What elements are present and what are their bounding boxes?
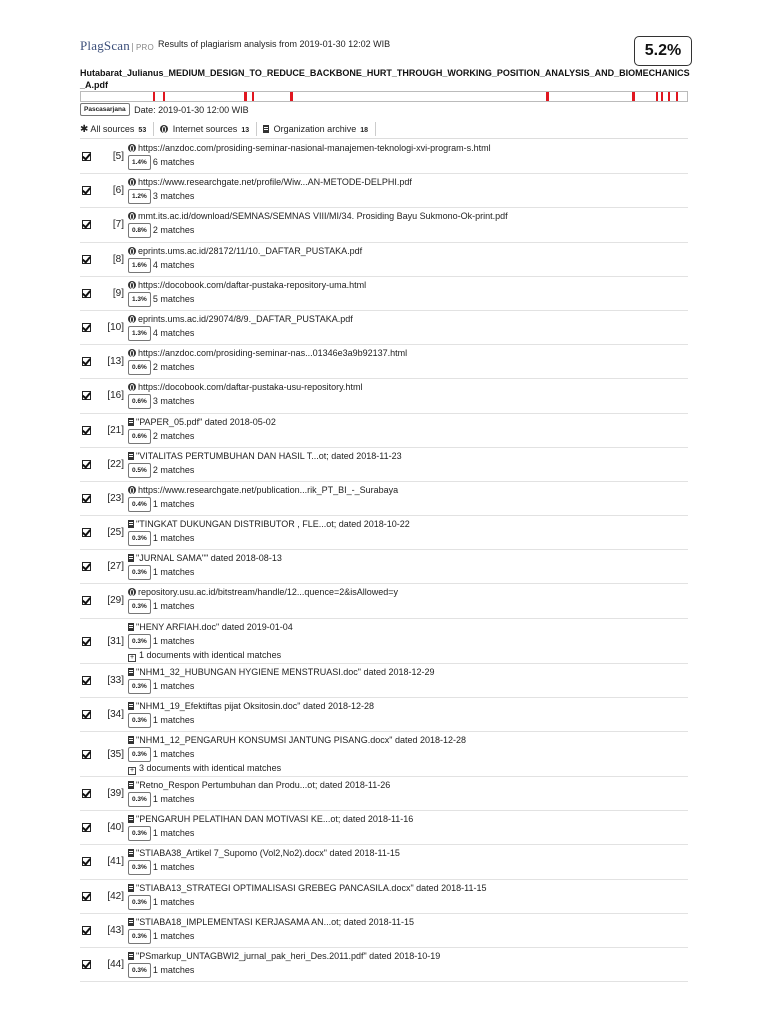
match-count: 1 matches bbox=[152, 794, 195, 804]
source-checkbox[interactable] bbox=[82, 676, 91, 685]
source-checkbox[interactable] bbox=[82, 255, 91, 264]
source-row bbox=[80, 698, 688, 732]
match-percent-badge: 0.4% bbox=[128, 497, 151, 512]
source-number: [27] bbox=[107, 561, 124, 573]
source-row bbox=[80, 277, 688, 311]
document-date: Date: 2019-01-30 12:00 WIB bbox=[134, 104, 249, 115]
match-marker[interactable] bbox=[244, 92, 247, 101]
match-percent-badge: 0.3% bbox=[128, 929, 151, 944]
source-filter-tabs bbox=[80, 122, 380, 136]
source-title[interactable]: "TINGKAT DUKUNGAN DISTRIBUTOR , FLE...ot; dated 2018-10-22 bbox=[136, 519, 410, 530]
source-title[interactable]: https://anzdoc.com/prosiding-seminar-nas...01346e3a9b92137.html bbox=[138, 348, 408, 359]
match-count: 1 matches bbox=[152, 498, 195, 509]
source-info bbox=[128, 485, 398, 512]
source-title[interactable]: "PAPER_05.pdf" dated 2018-05-02 bbox=[136, 416, 276, 427]
source-info bbox=[128, 246, 362, 273]
source-info bbox=[128, 780, 390, 807]
source-checkbox[interactable] bbox=[82, 323, 91, 332]
match-percent-badge: 0.3% bbox=[128, 599, 151, 614]
source-row bbox=[80, 414, 688, 448]
source-row bbox=[80, 811, 688, 845]
source-checkbox[interactable] bbox=[82, 220, 91, 229]
match-count: 4 matches bbox=[152, 259, 195, 270]
source-number: [16] bbox=[107, 390, 124, 402]
match-percent-badge: 0.3% bbox=[128, 826, 151, 841]
source-number: [31] bbox=[107, 635, 124, 647]
source-list bbox=[80, 140, 688, 982]
asterisk-icon: ✱ bbox=[80, 123, 89, 135]
match-marker[interactable] bbox=[661, 92, 663, 101]
globe-icon bbox=[128, 315, 136, 323]
source-number: [10] bbox=[107, 321, 124, 333]
source-checkbox[interactable] bbox=[82, 391, 91, 400]
source-row bbox=[80, 174, 688, 208]
folder-tag[interactable]: Pascasarjana bbox=[80, 103, 130, 116]
source-number: [13] bbox=[107, 356, 124, 368]
source-title[interactable]: eprints.ums.ac.id/28172/11/10._DAFTAR_PUSTAKA.pdf bbox=[138, 245, 363, 256]
document-icon bbox=[128, 668, 134, 676]
match-percent-badge: 1.4% bbox=[128, 155, 151, 170]
source-number: [6] bbox=[112, 185, 124, 197]
tab-internet-sources[interactable]: Internet sources 13 bbox=[160, 124, 249, 134]
source-checkbox[interactable] bbox=[82, 426, 91, 435]
match-count: 6 matches bbox=[152, 157, 195, 167]
report-title: Results of plagiarism analysis from 2019-01-30 12:02 WIB bbox=[158, 39, 391, 49]
source-row bbox=[80, 845, 688, 879]
match-count: 2 matches bbox=[152, 430, 195, 441]
source-row bbox=[80, 482, 688, 516]
document-icon bbox=[128, 702, 134, 710]
document-icon bbox=[128, 418, 134, 426]
document-filename: Hutabarat_Julianus_MEDIUM_DESIGN_TO_REDUCE_BACKBONE_HURT_THROUGH_WORKING_POSITION_ANALYSIS_AND_BIOMECHANICS_A.pdf bbox=[80, 68, 690, 90]
match-percent-badge: 0.3% bbox=[128, 713, 151, 728]
source-checkbox[interactable] bbox=[82, 892, 91, 901]
match-percent-badge: 1.6% bbox=[128, 258, 151, 273]
source-number: [23] bbox=[107, 492, 124, 504]
source-title[interactable]: mmt.its.ac.id/download/SEMNAS/SEMNAS VIII/MI/34. Prosiding Bayu Sukmono-Ok-print.pdf bbox=[138, 211, 508, 222]
document-icon bbox=[128, 849, 134, 857]
identical-docs[interactable]: + 1 documents with identical matches bbox=[129, 649, 282, 661]
document-icon bbox=[128, 736, 134, 744]
source-row bbox=[80, 948, 688, 982]
source-title[interactable]: "PSmarkup_UNTAGBWI2_jurnal_pak_heri_Des.2011.pdf" dated 2018-10-19 bbox=[136, 950, 441, 961]
source-number: [21] bbox=[107, 424, 124, 436]
tab-divider bbox=[153, 122, 154, 136]
plagscan-logo: PlagScan PRO bbox=[80, 38, 154, 53]
source-row bbox=[80, 777, 688, 811]
source-number: [41] bbox=[107, 856, 124, 868]
source-checkbox[interactable] bbox=[82, 596, 91, 605]
source-info bbox=[128, 587, 398, 614]
source-row bbox=[80, 914, 688, 948]
source-number: [25] bbox=[107, 527, 124, 539]
source-number: [44] bbox=[107, 958, 124, 970]
match-percent-badge: 0.3% bbox=[128, 860, 151, 875]
match-percent-badge: 0.3% bbox=[128, 679, 151, 694]
globe-icon bbox=[128, 144, 136, 152]
source-row bbox=[80, 448, 688, 482]
source-row bbox=[80, 664, 688, 698]
globe-icon bbox=[128, 588, 136, 596]
source-info bbox=[128, 667, 435, 694]
source-title[interactable]: "STIABA38_Artikel 7_Supomo (Vol2,No2).docx" dated 2018-11-15 bbox=[136, 848, 400, 859]
match-marker[interactable] bbox=[153, 92, 155, 101]
match-percent-badge: 0.3% bbox=[128, 963, 151, 978]
tab-divider bbox=[256, 122, 257, 136]
match-percent-badge: 0.3% bbox=[128, 747, 151, 762]
source-title[interactable]: https://anzdoc.com/prosiding-seminar-nasional-manajemen-teknologi-xvi-program-s.html bbox=[138, 143, 491, 153]
source-number: [35] bbox=[107, 749, 124, 760]
match-count: 1 matches bbox=[152, 714, 195, 725]
source-info bbox=[128, 917, 414, 944]
source-checkbox[interactable] bbox=[82, 789, 91, 798]
source-number: [5] bbox=[112, 151, 124, 162]
source-row bbox=[80, 140, 688, 174]
source-row bbox=[80, 345, 688, 379]
source-row bbox=[80, 379, 688, 413]
source-title[interactable]: "JURNAL SAMA"" dated 2018-08-13 bbox=[136, 553, 282, 564]
source-number: [43] bbox=[107, 924, 124, 936]
source-checkbox[interactable] bbox=[82, 823, 91, 832]
document-icon bbox=[128, 520, 134, 528]
source-title[interactable]: https://www.researchgate.net/profile/Wiw...AN-METODE-DELPHI.pdf bbox=[138, 177, 412, 188]
match-count: 3 matches bbox=[152, 396, 195, 407]
source-number: [33] bbox=[107, 674, 124, 686]
source-title[interactable]: https://docobook.com/daftar-pustaka-usu-repository.html bbox=[138, 382, 363, 393]
tab-all-sources[interactable]: ✱ All sources 53 bbox=[80, 123, 147, 135]
match-percent-badge: 0.3% bbox=[128, 565, 151, 580]
document-icon bbox=[128, 952, 134, 960]
source-info bbox=[128, 814, 413, 841]
source-info bbox=[128, 382, 362, 409]
match-percent-badge: 1.2% bbox=[128, 189, 151, 204]
match-marker[interactable] bbox=[668, 92, 670, 101]
match-percent-badge: 0.3% bbox=[128, 792, 151, 807]
match-marker[interactable] bbox=[676, 92, 678, 101]
source-title[interactable]: "PENGARUH PELATIHAN DAN MOTIVASI KE...ot; dated 2018-11-16 bbox=[136, 814, 414, 825]
source-info bbox=[128, 951, 440, 978]
document-icon bbox=[128, 452, 134, 460]
match-percent-badge: 1.3% bbox=[128, 326, 151, 341]
match-percent-badge: 0.8% bbox=[128, 223, 151, 238]
match-count: 3 matches bbox=[152, 191, 195, 202]
report-header bbox=[80, 36, 692, 66]
source-info bbox=[128, 314, 353, 341]
source-row bbox=[80, 550, 688, 584]
globe-icon bbox=[128, 178, 136, 186]
source-number: [22] bbox=[107, 458, 124, 470]
source-checkbox[interactable] bbox=[82, 926, 91, 935]
source-number: [7] bbox=[112, 219, 124, 231]
source-title[interactable]: https://docobook.com/daftar-pustaka-repository-uma.html bbox=[138, 279, 367, 290]
source-number: [9] bbox=[112, 287, 124, 299]
match-marker[interactable] bbox=[252, 92, 254, 101]
source-title[interactable]: repository.usu.ac.id/bitstream/handle/12...quence=2&isAllowed=y bbox=[138, 587, 398, 598]
source-info bbox=[128, 280, 366, 307]
source-row bbox=[80, 880, 688, 914]
source-info bbox=[128, 143, 491, 170]
document-meta bbox=[80, 103, 249, 117]
match-percent-badge: 1.3% bbox=[128, 292, 151, 307]
tab-organization-archive[interactable]: Organization archive 18 bbox=[263, 124, 368, 134]
match-percent-badge: 0.6% bbox=[128, 394, 151, 409]
match-marker[interactable] bbox=[656, 92, 658, 101]
source-number: [8] bbox=[112, 253, 124, 265]
source-checkbox[interactable] bbox=[82, 289, 91, 298]
globe-icon bbox=[128, 212, 136, 220]
source-row bbox=[80, 243, 688, 277]
tab-divider bbox=[375, 122, 376, 136]
source-title[interactable]: "Retno_Respon Pertumbuhan dan Produ...ot; dated 2018-11-26 bbox=[136, 780, 391, 790]
source-title[interactable]: "VITALITAS PERTUMBUHAN DAN HASIL T...ot; dated 2018-11-23 bbox=[136, 450, 402, 461]
identical-docs[interactable]: + 3 documents with identical matches bbox=[129, 763, 282, 774]
source-info bbox=[128, 177, 412, 204]
match-count: 5 matches bbox=[152, 293, 195, 304]
match-count: 1 matches bbox=[152, 930, 195, 941]
match-percent-badge: 0.6% bbox=[128, 429, 151, 444]
document-icon bbox=[128, 554, 134, 562]
source-info bbox=[128, 622, 293, 662]
source-info bbox=[128, 701, 374, 728]
match-count: 1 matches bbox=[152, 601, 195, 612]
source-checkbox[interactable] bbox=[82, 460, 91, 469]
match-count: 4 matches bbox=[152, 327, 195, 338]
source-info bbox=[128, 451, 402, 478]
source-row bbox=[80, 311, 688, 345]
match-percent-badge: 0.3% bbox=[128, 634, 151, 649]
match-percent-badge: 0.3% bbox=[128, 531, 151, 546]
source-info bbox=[128, 519, 410, 546]
source-title[interactable]: "STIABA13_STRATEGI OPTIMALISASI GREBEG PANCASILA.docx" dated 2018-11-15 bbox=[136, 882, 487, 893]
source-info bbox=[128, 848, 400, 875]
expand-icon[interactable]: + bbox=[129, 653, 135, 661]
document-icon bbox=[128, 884, 134, 892]
source-row bbox=[80, 516, 688, 550]
document-icon bbox=[128, 623, 134, 631]
source-title[interactable]: "NHM1_32_HUBUNGAN HYGIENE MENSTRUASI.doc" dated 2018-12-29 bbox=[136, 666, 435, 677]
match-marker[interactable] bbox=[290, 92, 293, 101]
globe-icon bbox=[160, 125, 168, 133]
globe-icon bbox=[128, 486, 136, 494]
source-row bbox=[80, 208, 688, 242]
match-distribution-bar[interactable] bbox=[80, 91, 688, 102]
match-percent-badge: 0.3% bbox=[128, 895, 151, 910]
source-number: [34] bbox=[107, 708, 124, 720]
source-row bbox=[80, 732, 688, 777]
source-info bbox=[128, 417, 276, 444]
source-title[interactable]: "STIABA18_IMPLEMENTASI KERJASAMA AN...ot; dated 2018-11-15 bbox=[136, 916, 414, 927]
source-checkbox[interactable] bbox=[82, 562, 91, 571]
globe-icon bbox=[128, 281, 136, 289]
match-count: 2 matches bbox=[152, 362, 195, 373]
match-count: 1 matches bbox=[152, 749, 195, 759]
source-info bbox=[128, 211, 508, 238]
expand-icon[interactable]: + bbox=[129, 767, 135, 774]
source-checkbox[interactable] bbox=[82, 494, 91, 503]
source-row bbox=[80, 584, 688, 618]
match-marker[interactable] bbox=[632, 92, 635, 101]
source-checkbox[interactable] bbox=[82, 152, 91, 161]
match-count: 1 matches bbox=[152, 635, 195, 646]
source-title[interactable]: https://www.researchgate.net/publication...rik_PT_BI_-_Surabaya bbox=[138, 484, 399, 495]
match-count: 1 matches bbox=[152, 567, 195, 578]
source-info bbox=[128, 735, 466, 775]
source-info bbox=[128, 883, 487, 910]
source-checkbox[interactable] bbox=[82, 637, 91, 646]
source-number: [29] bbox=[107, 595, 124, 607]
match-count: 2 matches bbox=[152, 225, 195, 236]
source-title[interactable]: eprints.ums.ac.id/29074/8/9._DAFTAR_PUSTAKA.pdf bbox=[138, 313, 353, 324]
document-icon bbox=[128, 781, 134, 789]
source-title[interactable]: "NHM1_19_Efektiftas pijat Oksitosin.doc" dated 2018-12-28 bbox=[136, 700, 375, 711]
source-info bbox=[128, 348, 407, 375]
source-checkbox[interactable] bbox=[82, 960, 91, 969]
match-percent-badge: 0.6% bbox=[128, 360, 151, 375]
source-row bbox=[80, 619, 688, 664]
match-percent-badge: 0.5% bbox=[128, 463, 151, 478]
globe-icon bbox=[128, 383, 136, 391]
match-marker[interactable] bbox=[163, 92, 165, 101]
list-divider bbox=[80, 138, 688, 139]
source-number: [39] bbox=[107, 788, 124, 799]
match-count: 1 matches bbox=[152, 680, 195, 691]
source-info bbox=[128, 553, 282, 580]
source-number: [40] bbox=[107, 822, 124, 834]
match-count: 2 matches bbox=[152, 464, 195, 475]
match-marker[interactable] bbox=[546, 92, 549, 101]
source-checkbox[interactable] bbox=[82, 357, 91, 366]
globe-icon bbox=[128, 247, 136, 255]
source-checkbox[interactable] bbox=[82, 186, 91, 195]
match-count: 1 matches bbox=[152, 964, 195, 975]
document-icon bbox=[128, 918, 134, 926]
source-checkbox[interactable] bbox=[82, 528, 91, 537]
match-count: 1 matches bbox=[152, 896, 195, 907]
document-icon bbox=[128, 815, 134, 823]
source-checkbox[interactable] bbox=[82, 857, 91, 866]
source-checkbox[interactable] bbox=[82, 710, 91, 719]
match-count: 1 matches bbox=[152, 533, 195, 544]
source-title[interactable]: "NHM1_12_PENGARUH KONSUMSI JANTUNG PISANG.docx" dated 2018-12-28 bbox=[136, 735, 467, 745]
source-number: [42] bbox=[107, 890, 124, 902]
globe-icon bbox=[128, 349, 136, 357]
match-count: 1 matches bbox=[152, 828, 195, 839]
match-count: 1 matches bbox=[152, 862, 195, 873]
source-title[interactable]: "HENY ARFIAH.doc" dated 2019-01-04 bbox=[136, 621, 293, 632]
document-icon bbox=[263, 125, 269, 133]
plagiarism-score: 5.2% bbox=[634, 36, 692, 66]
source-checkbox[interactable] bbox=[82, 750, 91, 759]
